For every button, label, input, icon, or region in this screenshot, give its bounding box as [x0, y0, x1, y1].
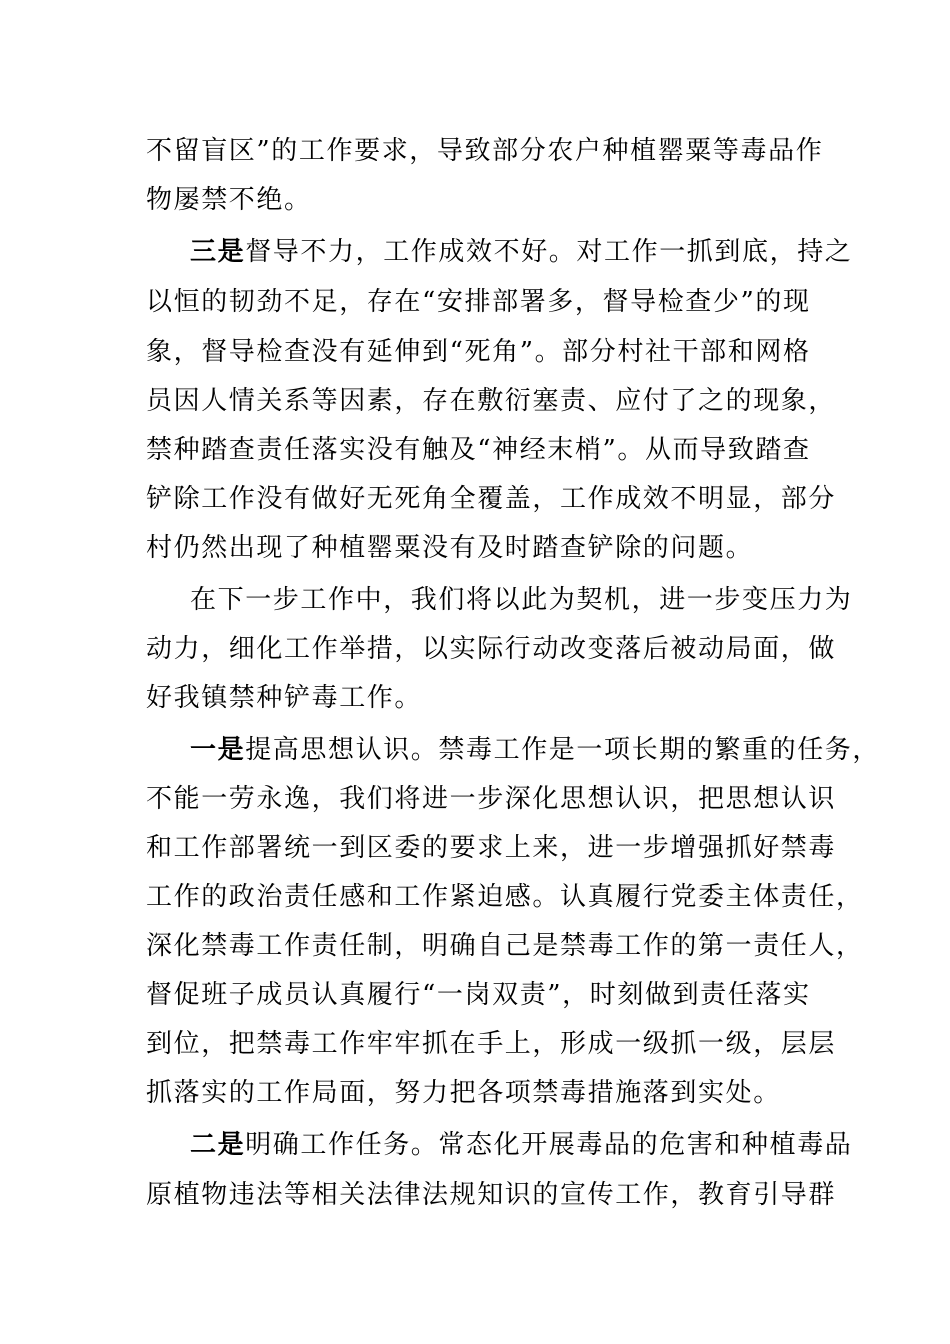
text-line: 物屡禁不绝。 — [146, 185, 312, 215]
text-line: 员因人情关系等因素，存在敷衍塞责、应付了之的现象， — [146, 386, 837, 416]
paragraph-start-line: 二是明确工作任务。常态化开展毒品的危害和种植毒品 — [190, 1130, 853, 1160]
paragraph-start-line: 一是提高思想认识。禁毒工作是一项长期的繁重的任务， — [190, 735, 881, 765]
paragraph-start-line: 在下一步工作中，我们将以此为契机，进一步变压力为 — [190, 585, 853, 615]
text-line: 好我镇禁种铲毒工作。 — [146, 683, 423, 713]
text-line: 督促班子成员认真履行“一岗双责”，时刻做到责任落实 — [146, 980, 811, 1010]
text-line: 和工作部署统一到区委的要求上来，进一步增强抓好禁毒 — [146, 833, 837, 863]
paragraph-lead: 一是 — [190, 735, 246, 765]
text-line: 以恒的韧劲不足，存在“安排部署多，督导检查少”的现 — [146, 287, 811, 317]
text-line: 深化禁毒工作责任制，明确自己是禁毒工作的第一责任人， — [146, 931, 864, 961]
text-line: 象，督导检查没有延伸到“死角”。部分村社干部和网格 — [146, 337, 811, 367]
paragraph-lead: 二是 — [190, 1130, 246, 1160]
text-line: 铲除工作没有做好无死角全覆盖，工作成效不明显，部分 — [146, 484, 837, 514]
paragraph-start-line: 三是督导不力，工作成效不好。对工作一抓到底，持之 — [190, 237, 853, 267]
text-line: 抓落实的工作局面，努力把各项禁毒措施落到实处。 — [146, 1078, 781, 1108]
text-line: 村仍然出现了种植罂粟没有及时踏查铲除的问题。 — [146, 533, 754, 563]
text-line: 动力，细化工作举措，以实际行动改变落后被动局面，做 — [146, 634, 837, 664]
text-line: 不留盲区”的工作要求，导致部分农户种植罂粟等毒品作 — [146, 136, 824, 166]
text-line: 到位，把禁毒工作牢牢抓在手上，形成一级抓一级，层层 — [146, 1029, 837, 1059]
text-line: 原植物违法等相关法律法规知识的宣传工作，教育引导群 — [146, 1180, 837, 1210]
text-line: 禁种踏查责任落实没有触及“神经末梢”。从而导致踏查 — [146, 435, 811, 465]
text-line: 工作的政治责任感和工作紧迫感。认真履行党委主体责任， — [146, 882, 864, 912]
paragraph-lead: 三是 — [190, 237, 246, 267]
text-line: 不能一劳永逸，我们将进一步深化思想认识，把思想认识 — [146, 784, 837, 814]
